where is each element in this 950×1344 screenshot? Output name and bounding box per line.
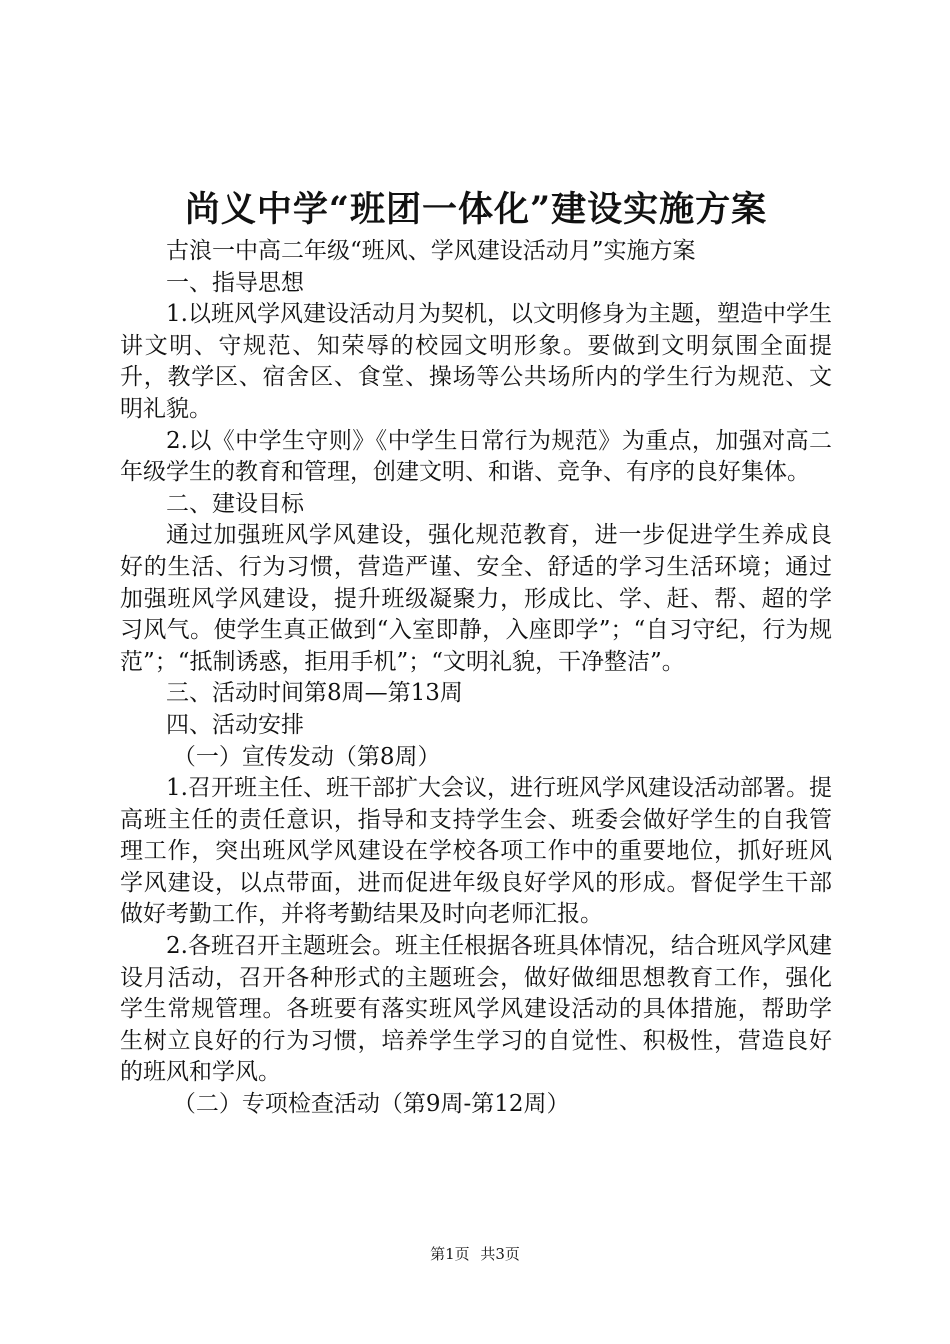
section-heading-time: 三、活动时间第8周—第13周: [166, 680, 463, 707]
section-heading-guiding-thought: 一、指导思想: [166, 269, 304, 296]
paragraph: 通过加强班风学风建设，强化规范教育，进一步促进学生养成良好的生活、行为习惯，营造严谨、安全、舒适的学习生活环境；通过加强班风学风建设，提升班级凝聚力，形成比、学、赶、帮、超的学习风气。使学生真正做到“入室即静，入座即学”；“自习守纪，行为规范”；“抵制诱惑，拒用手机”；“文明礼貌，干净整洁”。: [120, 522, 832, 675]
paragraph: 2.各班召开主题班会。班主任根据各班具体情况，结合班风学风建设月活动，召开各种形式的主题班会，做好做细思想教育工作，强化学生常规管理。各班要有落实班风学风建设活动的具体措施，帮助学生树立良好的行为习惯，培养学生学习的自觉性、积极性，营造良好的班风和学风。: [120, 933, 832, 1086]
paragraph: 1.召开班主任、班干部扩大会议，进行班风学风建设活动部署。提高班主任的责任意识，指导和支持学生会、班委会做好学生的自我管理工作，突出班风学风建设在学校各项工作中的重要地位，抓好班风学风建设，以点带面，进而促进年级良好学风的形成。督促学生干部做好考勤工作，并将考勤结果及时向老师汇报。: [120, 775, 832, 928]
document-title: 尚义中学“班团一体化”建设实施方案: [184, 189, 768, 230]
document-body: [120, 236, 832, 1121]
paragraph: 2.以《中学生守则》《中学生日常行为规范》为重点，加强对高二年级学生的教育和管理，创建文明、和谐、竞争、有序的良好集体。: [120, 427, 832, 486]
paragraph: 1.以班风学风建设活动月为契机，以文明修身为主题，塑造中学生讲文明、守规范、知荣辱的校园文明形象。要做到文明氛围全面提升，教学区、宿舍区、食堂、操场等公共场所内的学生行为规范、文明礼貌。: [120, 301, 832, 422]
document-page: [120, 0, 832, 1344]
section-heading-goals: 二、建设目标: [166, 490, 304, 517]
page-number: 第1页: [430, 1245, 470, 1263]
page-footer: [0, 1244, 950, 1264]
subsection-heading-inspection: （二）专项检查活动（第9周-第12周）: [172, 1091, 570, 1118]
section-heading-arrangement: 四、活动安排: [166, 711, 304, 738]
subsection-heading-publicity: （一）宣传发动（第8周）: [172, 743, 441, 770]
page-total: 共3页: [480, 1245, 520, 1263]
subtitle: 古浪一中高二年级“班风、学风建设活动月”实施方案: [166, 238, 696, 264]
